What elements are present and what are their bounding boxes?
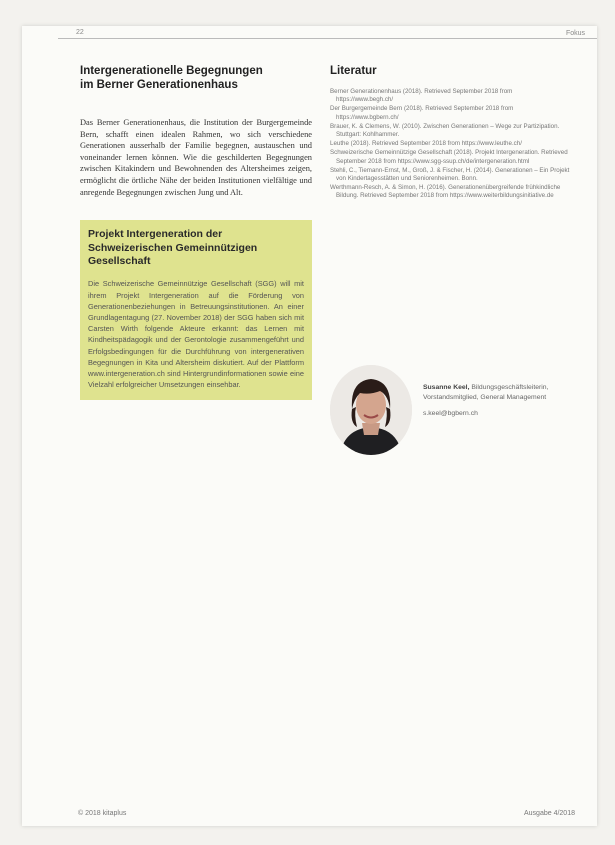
- article-body: Das Berner Generationenhaus, die Institution der Burgergemeinde Bern, schafft einen idealen Rahmen, wo sich verschiedene Generationen ausserhalb der Familie begegnen, austauschen und voneinander lernen können. Wie die geschilderten Begegnungen zwischen Kitakindern und Bewohnenden des Altersheimes zeigen, ermöglicht die örtliche Nähe der beiden Institutionen vielfältige und anregende Begegnungen zwischen Jung und Alt.: [80, 118, 312, 197]
- author-avatar: [330, 365, 412, 455]
- reference-list: [330, 88, 570, 201]
- reference-item: Schweizerische Gemeinnützige Gesellschaft (2018). Projekt Intergeneration. Retrieved September 2018 from https://www.sgg-ssup.ch/de/intergeneration.html: [330, 149, 568, 165]
- reference-item: Leuthe (2018). Retrieved September 2018 from https://www.leuthe.ch/: [330, 140, 522, 148]
- author-bio: [423, 383, 573, 418]
- header-rule: [58, 38, 597, 39]
- heading-line-2: im Berner Generationenhaus: [80, 79, 238, 91]
- literature-title: Literatur: [330, 65, 377, 77]
- heading-line-1: Intergenerationelle Begegnungen: [80, 65, 263, 77]
- article-heading: [80, 64, 312, 92]
- reference-item: Berner Generationenhaus (2018). Retrieved September 2018 from https://www.begh.ch/: [330, 88, 513, 104]
- author-portrait-icon: [330, 365, 412, 455]
- author-description: Bildungsgeschäftsleiterin, Vorstandsmitglied, General Management: [423, 384, 549, 401]
- infobox-text: Die Schweizerische Gemeinnützige Gesellschaft (SGG) will mit ihrem Projekt Intergeneration auf die Förderung von Generationenbeziehungen in Betreuungsinstitutionen. An einer Grundlagentagung (27. November 2018) der SGG haben sich mit Carsten Wirth folgende Akteure erkannt: das Lernen mit Kindheitspädagogik und der Gerontologie zusammengeführt und Erfolgsbedingungen für die Durchführung von intergenerativen Begegnungen in Kita und Altersheim diskutiert. Auf der Plattform www.intergeneration.ch sind Hintergrundinformationen sowie eine Vielzahl erfolgreicher Umsetzungen einsehbar.: [88, 279, 304, 390]
- infobox-title-line-2: Schweizerischen Gemeinnützigen: [88, 241, 258, 254]
- author-email[interactable]: s.keel@bgbern.ch: [423, 409, 478, 417]
- infobox-title-line-3: Gesellschaft: [88, 254, 151, 267]
- reference-item: Werthmann-Resch, A. & Simon, H. (2016). Generationenübergreifende frühkindliche Bildung. Retrieved September 2018 from https://www.weiterbildungsinitiative.de: [330, 184, 561, 200]
- footer-copyright: © 2018 kitaplus: [78, 810, 127, 817]
- reference-item: Stehli, C., Tiemann-Ernst, M., Groß, J. & Fischer, H. (2014). Generationen – Ein Projekt von Kindertagesstätten und Seniorenheimen. Bonn.: [330, 166, 570, 183]
- reference-item: Der Burgergemeinde Bern (2018). Retrieved September 2018 from https://www.bgbern.ch/: [330, 105, 514, 121]
- infobox-title: [88, 228, 304, 268]
- page-number: 22: [76, 29, 84, 36]
- reference-item: Brauer, K. & Clemens, W. (2010). Zwischen Generationen – Wege zur Partizipation. Stuttgart: Kohlhammer.: [330, 122, 560, 139]
- project-infobox: [80, 220, 312, 400]
- infobox-title-line-1: Projekt Intergeneration der: [88, 228, 223, 241]
- footer-issue: Ausgabe 4/2018: [524, 810, 575, 817]
- right-column: [330, 64, 570, 202]
- left-column: [80, 64, 312, 400]
- author-block: [330, 365, 575, 460]
- section-name: Fokus: [565, 30, 585, 37]
- author-name: Susanne Keel,: [423, 384, 470, 391]
